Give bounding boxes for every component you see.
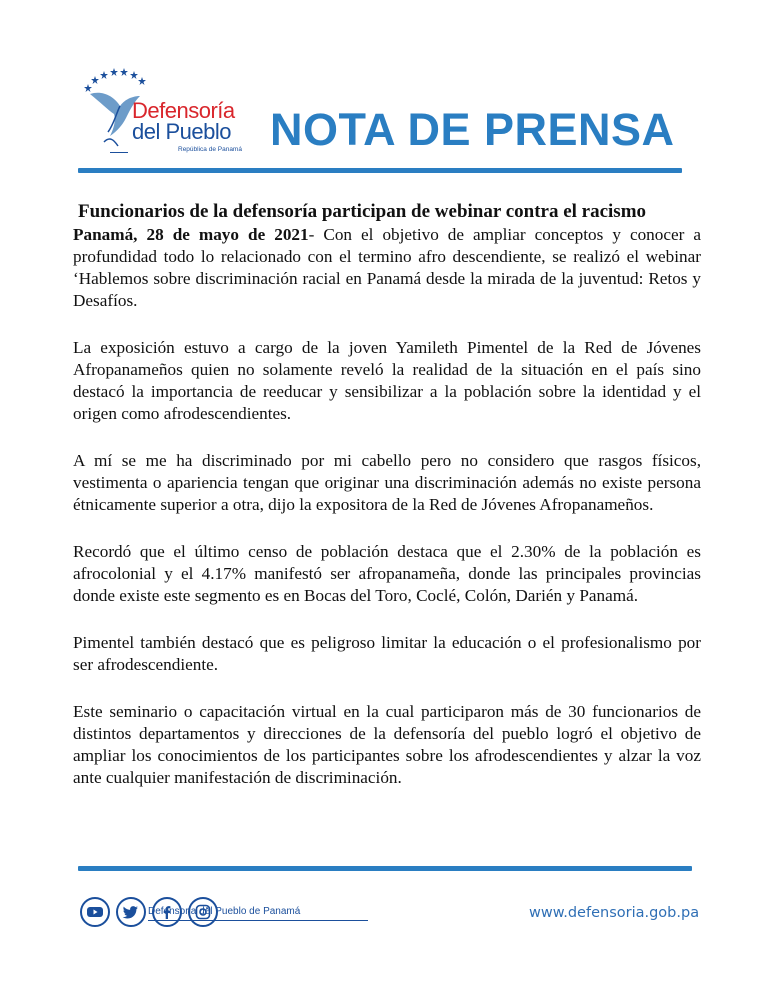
logo-name-line2: del Pueblo [132,119,231,144]
twitter-icon[interactable] [116,897,146,927]
paragraph-2: La exposición estuvo a cargo de la joven Yamileth Pimentel de la Red de Jóvenes Afropanameños quien no solamente reveló la realidad de la situación en el país sino destacó la importancia de reeducar y sensibilizar a la población sobre la identidad y el origen como afrodescendientes. [73,338,701,423]
defensoria-logo [80,62,270,167]
article-headline: Funcionarios de la defensoría participan de webinar contra el racismo [78,200,647,222]
logo-name-line1: Defensoría [132,98,235,123]
social-handle[interactable]: Defensoria del Pueblo de Panamá [148,906,301,917]
paragraph-1-text: - Con el objetivo de ampliar conceptos y conocer a profundidad todo lo relacionado con el termino afro descendiente, se realizó el webinar ‘Hablemos sobre discriminación racial en Panamá desde la mirada de la juventud: Retos y Desafíos. [73,225,701,310]
page-header [0,0,768,180]
paragraph-5: Pimentel también destacó que es peligroso limitar la educación o el profesionalismo por ser afrodescendiente. [73,633,701,674]
website-link[interactable]: www.defensoria.gob.pa [529,905,700,921]
press-release-title: NOTA DE PRENSA [270,104,675,155]
dateline: Panamá, 28 de mayo de 2021 [73,225,309,244]
youtube-icon[interactable] [80,897,110,927]
handle-underline [148,920,368,921]
footer-divider [78,866,692,871]
article-body [73,224,701,814]
logo-subtitle: República de Panamá [178,146,242,153]
paragraph-4: Recordó que el último censo de población destaca que el 2.30% de la población es afrocolonial y el 4.17% manifestó ser afropanameña, donde las principales provincias donde existe este segmento es en Bocas del Toro, Coclé, Colón, Darién y Panamá. [73,542,701,605]
paragraph-1 [73,224,701,312]
paragraph-3: A mí se me ha discriminado por mi cabello pero no considero que rasgos físicos, vestimenta o apariencia tengan que originar una discriminación además no existe persona étnicamente superior a otra, dijo la expositora de la Red de Jóvenes Afropanameños. [73,451,701,514]
header-divider [78,168,682,173]
paragraph-6: Este seminario o capacitación virtual en la cual participaron más de 30 funcionarios de distintos departamentos y direcciones de la defensoría del pueblo logró el objetivo de ampliar los conocimientos de los participantes sobre los afrodescendientes y alzar la voz ante cualquier manifestación de discriminación. [73,702,701,787]
